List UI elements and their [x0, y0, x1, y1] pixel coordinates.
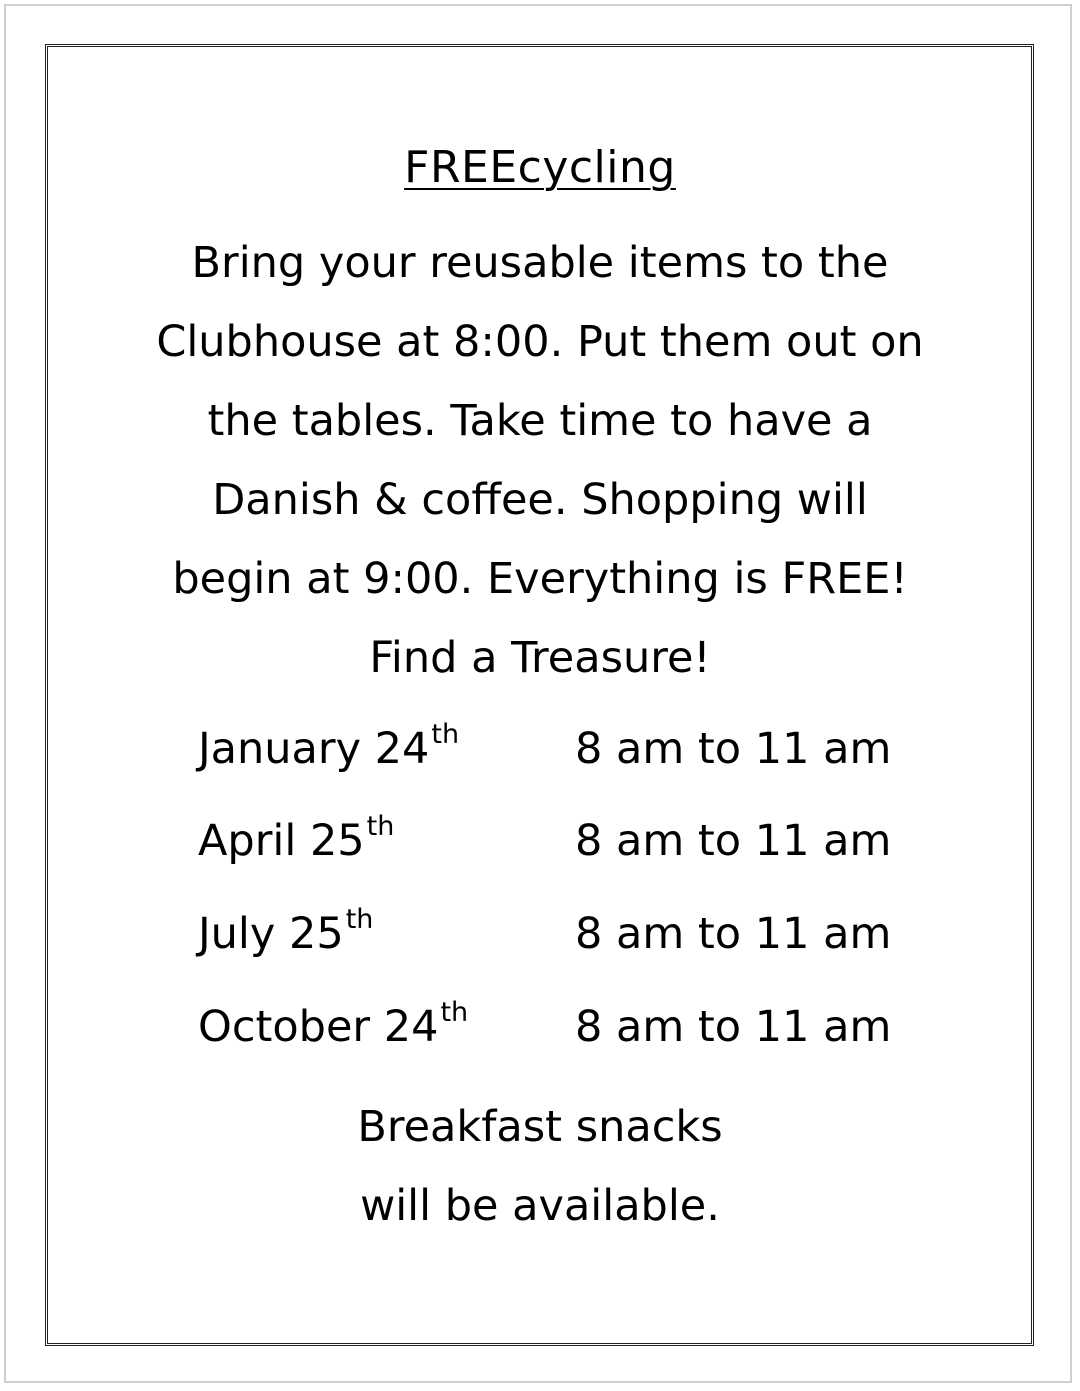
schedule-date: [198, 997, 468, 1057]
schedule-row: [0, 719, 1080, 779]
schedule-time: 8 am to 11 am: [575, 1002, 892, 1052]
schedule-date-text: July 25: [198, 909, 344, 959]
footer-text: [0, 1088, 1080, 1246]
schedule-date-suffix: th: [440, 997, 469, 1028]
schedule-time: 8 am to 11 am: [575, 909, 892, 959]
schedule-date: [198, 811, 394, 871]
intro-line: Danish & coffee. Shopping will: [212, 475, 868, 525]
intro-line: the tables. Take time to have a: [207, 396, 873, 446]
schedule-date-text: January 24: [198, 724, 430, 774]
schedule-date-suffix: th: [366, 811, 395, 842]
schedule-row: [0, 904, 1080, 964]
intro-line: Clubhouse at 8:00. Put them out on: [156, 317, 924, 367]
schedule-date: [198, 719, 459, 779]
footer-line: Breakfast snacks: [357, 1102, 723, 1152]
intro-line: Bring your reusable items to the: [191, 238, 889, 288]
schedule-date-text: October 24: [198, 1002, 439, 1052]
schedule-date-suffix: th: [431, 719, 460, 750]
schedule-date: [198, 904, 373, 964]
flyer-title-block: [0, 138, 1080, 198]
schedule-date-text: April 25: [198, 816, 365, 866]
intro-line: begin at 9:00. Everything is FREE!: [172, 554, 908, 604]
schedule-time: 8 am to 11 am: [575, 724, 892, 774]
footer-line: will be available.: [360, 1181, 720, 1231]
schedule-time: 8 am to 11 am: [575, 816, 892, 866]
intro-text: [0, 224, 1080, 698]
schedule-date-suffix: th: [345, 904, 374, 935]
schedule-row: [0, 811, 1080, 871]
schedule-row: [0, 997, 1080, 1057]
intro-line: Find a Treasure!: [369, 633, 711, 683]
flyer-title: FREEcycling: [404, 142, 676, 193]
